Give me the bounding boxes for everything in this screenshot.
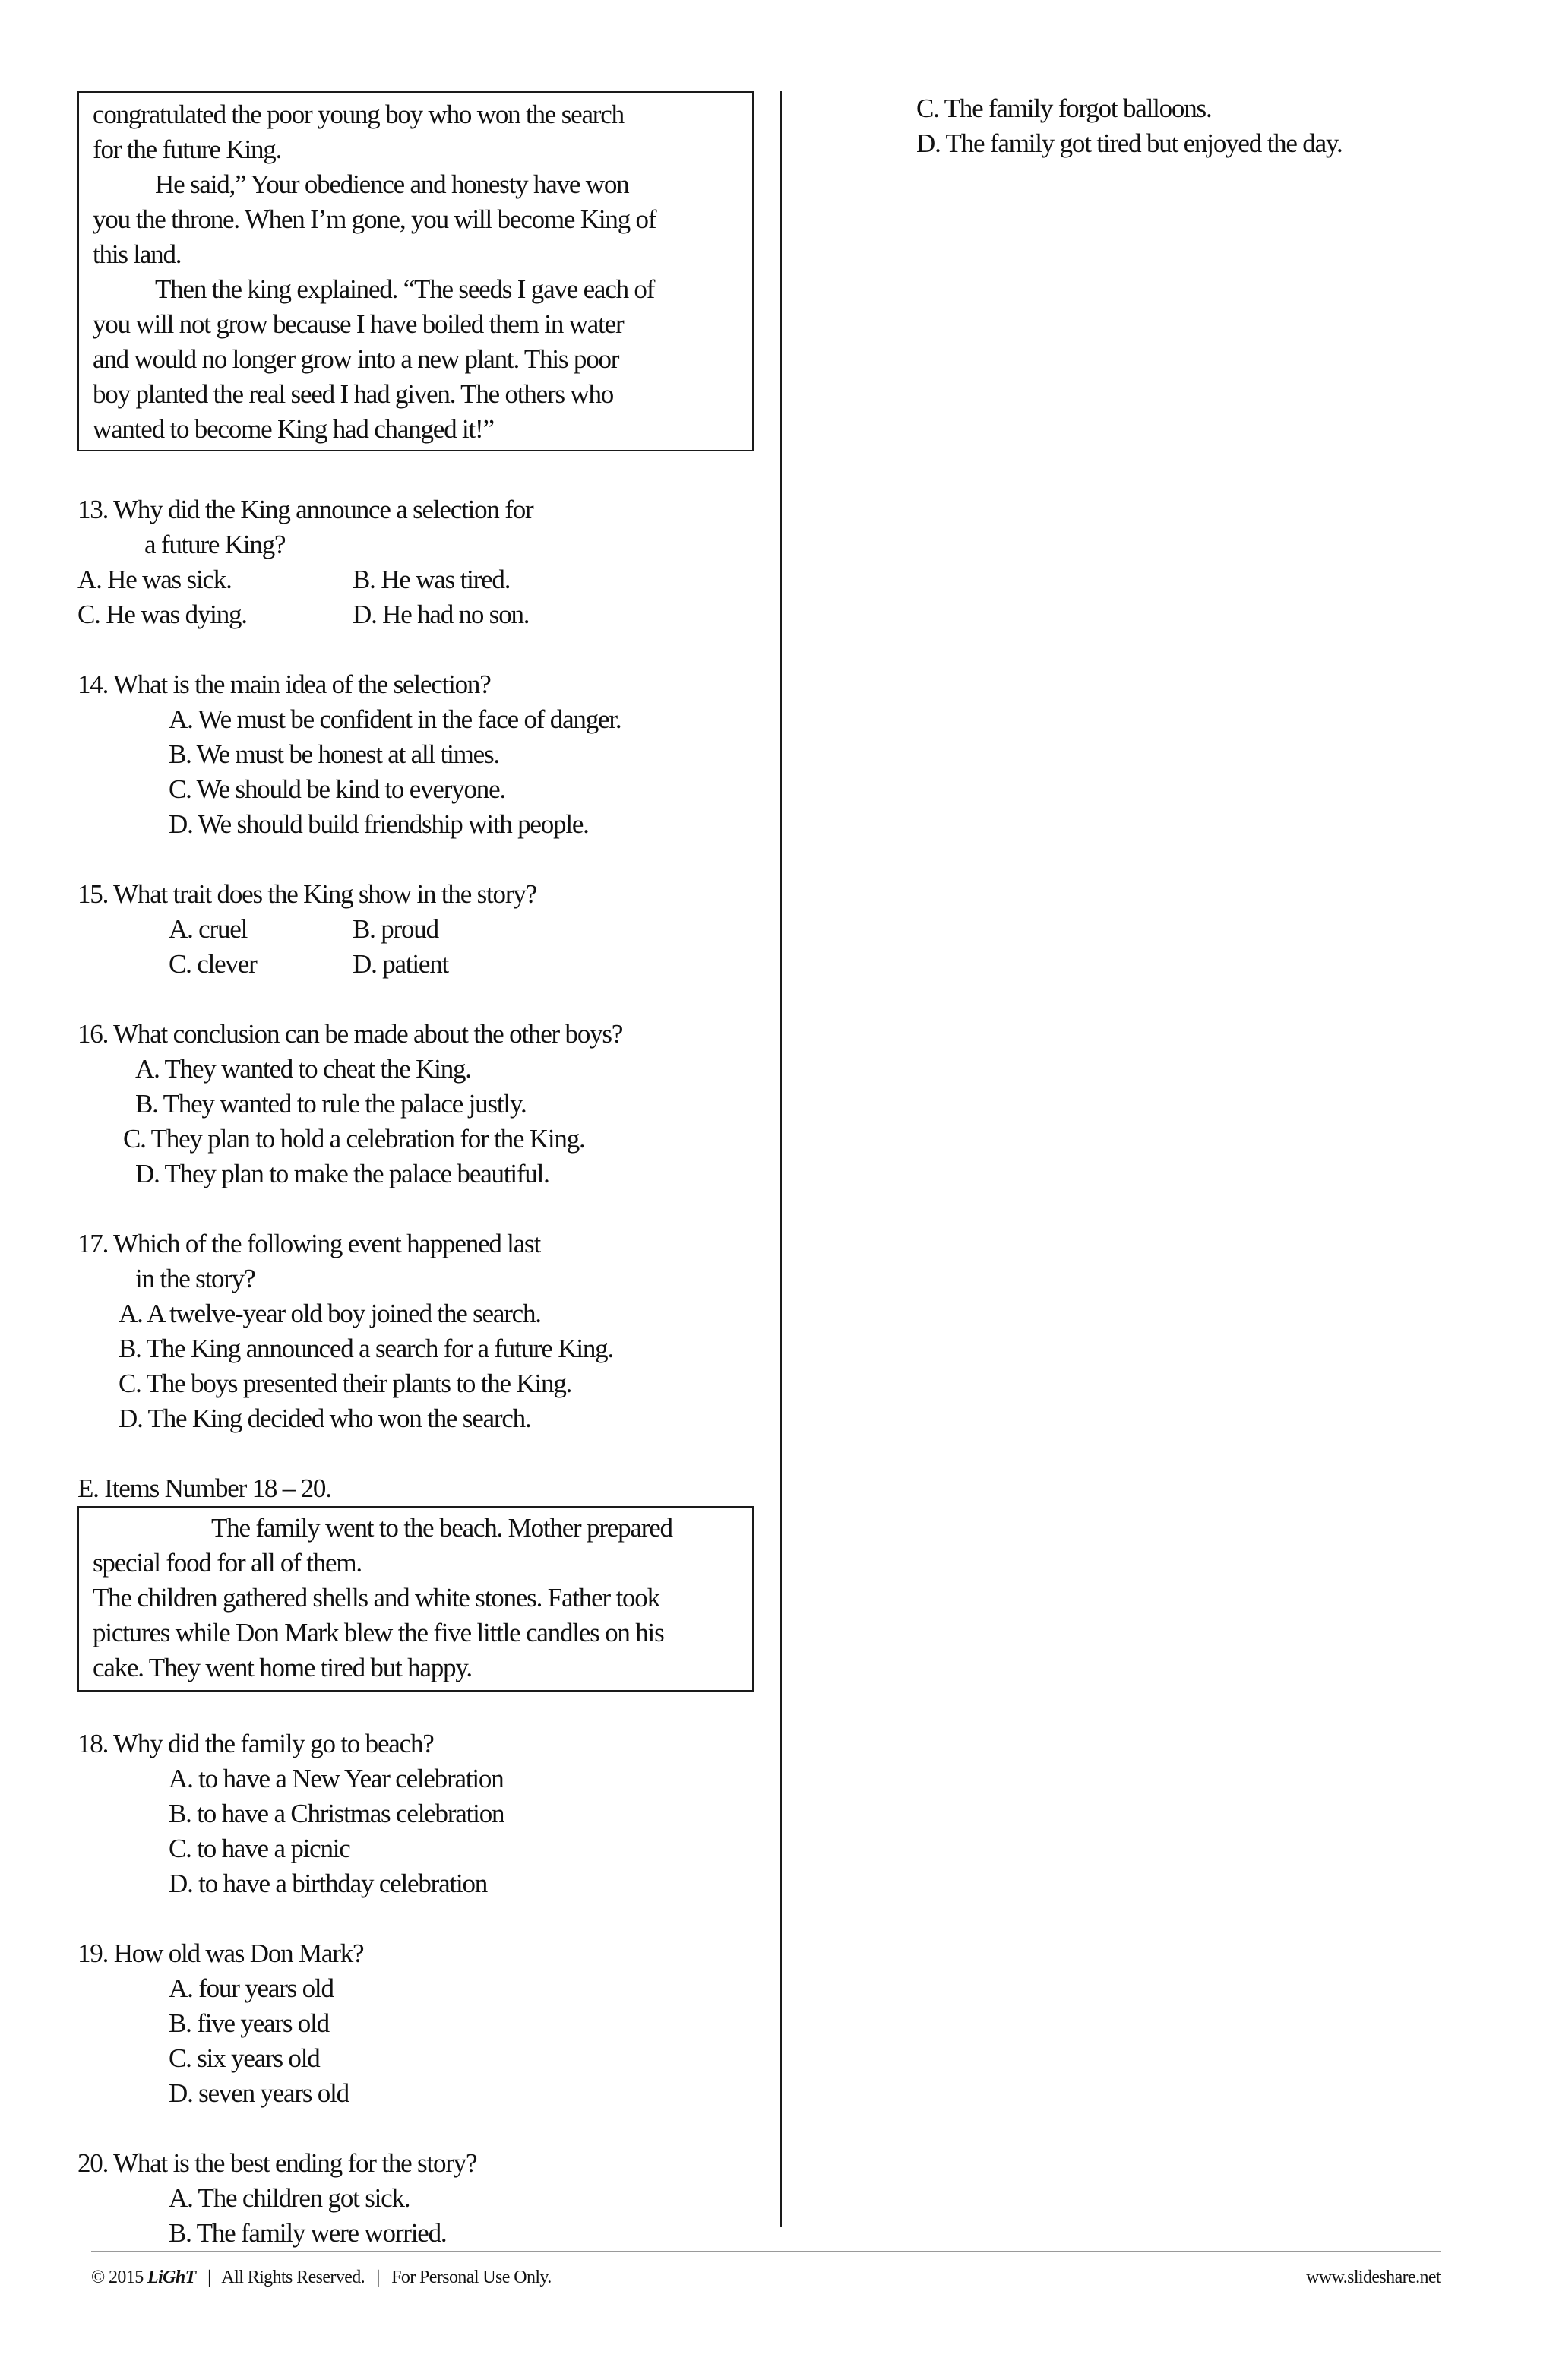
question-19 <box>77 1936 754 2111</box>
options <box>77 2181 754 2251</box>
question-stem: 13. Why did the King announce a selection for <box>77 495 533 524</box>
option-b: B. They wanted to rule the palace justly. <box>135 1089 527 1119</box>
question-17 <box>77 1226 754 1436</box>
question-20 <box>77 2146 754 2251</box>
passage-line: Then the king explained. “The seeds I gave each of <box>155 274 655 304</box>
left-column <box>77 91 754 2251</box>
rights-text: All Rights Reserved. <box>221 2268 365 2287</box>
column-divider <box>780 91 782 2227</box>
question-16 <box>77 1017 754 1192</box>
option-b: B. five years old <box>169 2008 329 2038</box>
passage-line: The family went to the beach. Mother prepared <box>211 1513 672 1543</box>
option-a: A. A twelve-year old boy joined the search. <box>119 1299 541 1328</box>
option-c: C. six years old <box>169 2043 320 2073</box>
question-stem: 17. Which of the following event happened last <box>77 1229 540 1258</box>
question-stem-cont: in the story? <box>135 1264 255 1293</box>
question-stem: 19. How old was Don Mark? <box>77 1938 364 1968</box>
option-c: C. They plan to hold a celebration for the King. <box>123 1124 585 1154</box>
passage-line: wanted to become King had changed it!” <box>93 414 494 444</box>
question-stem: 16. What conclusion can be made about the other boys? <box>77 1019 623 1049</box>
question-stem: 15. What trait does the King show in the story? <box>77 879 536 909</box>
options <box>77 912 754 982</box>
footer-left <box>91 2266 552 2289</box>
option-b: B. proud <box>353 914 438 944</box>
passage-line: you will not grow because I have boiled them in water <box>93 309 624 339</box>
option-a: A. They wanted to cheat the King. <box>135 1054 471 1084</box>
option-d: D. The family got tired but enjoyed the day. <box>916 128 1343 158</box>
option-a: A. The children got sick. <box>169 2183 410 2213</box>
options <box>77 1971 754 2111</box>
question-18 <box>77 1726 754 1901</box>
option-a: A. He was sick. <box>77 565 232 594</box>
passage-line: pictures while Don Mark blew the five little candles on his <box>93 1618 664 1647</box>
passage-box-king <box>77 91 754 451</box>
footer-separator: | <box>207 2268 211 2287</box>
option-c: C. We should be kind to everyone. <box>169 774 505 804</box>
question-stem: 18. Why did the family go to beach? <box>77 1729 434 1758</box>
page-footer <box>91 2266 1441 2289</box>
passage-line: special food for all of them. <box>93 1548 362 1578</box>
option-b: B. He was tired. <box>353 565 511 594</box>
right-column <box>916 91 1494 161</box>
option-d: D. to have a birthday celebration <box>169 1869 488 1898</box>
passage-line: The children gathered shells and white stones. Father took <box>93 1583 659 1613</box>
options <box>77 1761 754 1901</box>
question-14 <box>77 667 754 842</box>
footer-separator: | <box>376 2268 380 2287</box>
question-15 <box>77 877 754 982</box>
option-b: B. The King announced a search for a future King. <box>119 1334 614 1363</box>
option-a: A. to have a New Year celebration <box>169 1764 504 1793</box>
option-d: D. They plan to make the palace beautiful. <box>135 1159 549 1188</box>
question-13 <box>77 492 754 632</box>
passage-line: congratulated the poor young boy who won the search <box>93 100 624 129</box>
passage-line: cake. They went home tired but happy. <box>93 1653 472 1682</box>
passage-line: this land. <box>93 239 182 269</box>
question-stem: 20. What is the best ending for the story? <box>77 2148 477 2178</box>
passage-line: for the future King. <box>93 135 282 164</box>
option-b: B. to have a Christmas celebration <box>169 1799 504 1828</box>
option-d: D. The King decided who won the search. <box>119 1404 531 1433</box>
option-d: D. seven years old <box>169 2078 349 2108</box>
section-heading: E. Items Number 18 – 20. <box>77 1473 331 1503</box>
passage-box-beach <box>77 1506 754 1692</box>
option-c: C. He was dying. <box>77 600 247 629</box>
option-b: B. We must be honest at all times. <box>169 739 499 769</box>
option-d: D. We should build friendship with people. <box>169 809 589 839</box>
option-a: A. We must be confident in the face of danger. <box>169 704 621 734</box>
option-a: A. cruel <box>169 914 248 944</box>
passage-line: you the throne. When I’m gone, you will become King of <box>93 204 656 234</box>
question-stem: 14. What is the main idea of the selection? <box>77 669 491 699</box>
section-e <box>77 1471 754 1692</box>
brand-name: LiGhT <box>147 2268 196 2287</box>
passage-line: and would no longer grow into a new plant. This poor <box>93 344 619 374</box>
passage-line: boy planted the real seed I had given. The others who <box>93 379 614 409</box>
passage-line: He said,” Your obedience and honesty have won <box>155 169 629 199</box>
site-url: www.slideshare.net <box>1306 2268 1441 2287</box>
copyright-text: © 2015 <box>91 2268 144 2287</box>
footer-rule <box>91 2251 1441 2252</box>
question-stem-cont: a future King? <box>144 530 286 559</box>
option-c: C. The boys presented their plants to the King. <box>119 1369 572 1398</box>
option-c: C. to have a picnic <box>169 1834 350 1863</box>
option-b: B. The family were worried. <box>169 2218 447 2248</box>
option-d: D. He had no son. <box>353 600 530 629</box>
option-c: C. The family forgot balloons. <box>916 93 1212 123</box>
option-c: C. clever <box>169 949 257 979</box>
option-d: D. patient <box>353 949 449 979</box>
option-a: A. four years old <box>169 1973 334 2003</box>
options <box>77 702 754 842</box>
use-text: For Personal Use Only. <box>391 2268 552 2287</box>
options <box>77 562 754 632</box>
